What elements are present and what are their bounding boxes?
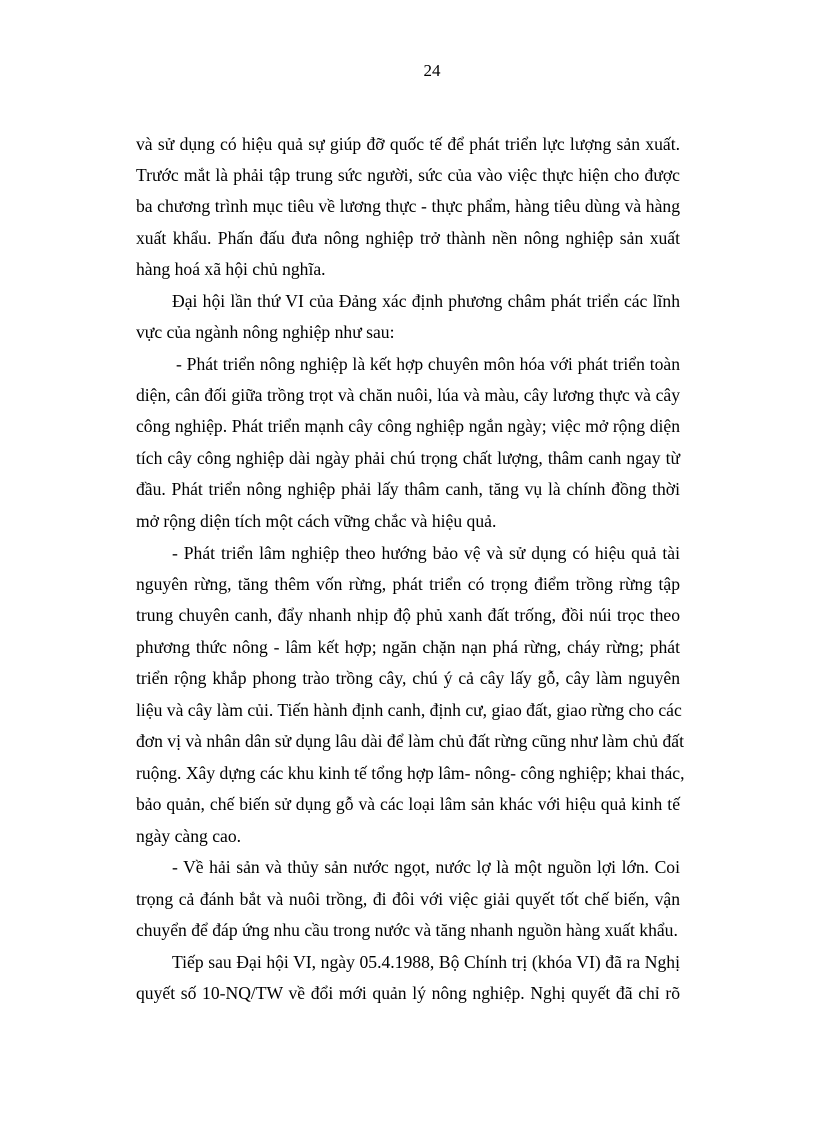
text-line: đầu. Phát triển nông nghiệp phải lấy thâm canh, tăng vụ là chính đồng thời [136,479,680,499]
text-line: - Phát triển lâm nghiệp theo hướng bảo vệ và sử dụng có hiệu quả tài [172,543,680,563]
text-line: đơn vị và nhân dân sử dụng lâu dài để làm chủ đất rừng cũng như làm chủ đất [136,731,685,751]
text-line: Trước mắt là phải tập trung sức người, sức của vào việc thực hiện cho được [136,165,680,185]
text-line: tích cây công nghiệp dài ngày phải chú trọng chất lượng, thâm canh ngay từ [136,448,680,468]
text-line: mở rộng diện tích một cách vững chắc và hiệu quả. [136,511,497,531]
text-line: phương thức nông - lâm kết hợp; ngăn chặn nạn phá rừng, cháy rừng; phát [136,637,680,657]
text-line: ba chương trình mục tiêu về lương thực - thực phẩm, hàng tiêu dùng và hàng [136,196,680,216]
text-line: ruộng. Xây dựng các khu kinh tế tổng hợp lâm- nông- công nghiệp; khai thác, [136,763,685,783]
text-line: vực của ngành nông nghiệp như sau: [136,322,395,342]
text-line: - Về hải sản và thủy sản nước ngọt, nước lợ là một nguồn lợi lớn. Coi [172,857,680,877]
text-line: và sử dụng có hiệu quả sự giúp đỡ quốc tế để phát triển lực lượng sản xuất. [136,134,680,154]
text-line: ngày càng cao. [136,826,242,846]
page-number: 24 [423,61,441,80]
text-line: Đại hội lần thứ VI của Đảng xác định phương châm phát triển các lĩnh [172,291,680,311]
text-line: diện, cân đối giữa trồng trọt và chăn nuôi, lúa và màu, cây lương thực và cây [136,385,680,405]
text-line: chuyển để đáp ứng nhu cầu trong nước và tăng nhanh nguồn hàng xuất khẩu. [136,920,678,940]
text-line: liệu và cây làm củi. Tiến hành định canh, định cư, giao đất, giao rừng cho các [136,700,682,720]
text-line: hàng hoá xã hội chủ nghĩa. [136,259,326,279]
text-line: công nghiệp. Phát triển mạnh cây công nghiệp ngắn ngày; việc mở rộng diện [136,416,680,436]
text-line: bảo quản, chế biến sử dụng gỗ và các loại lâm sản khác với hiệu quả kinh tế [136,794,680,814]
text-line: trung chuyên canh, đẩy nhanh nhịp độ phủ xanh đất trống, đồi núi trọc theo [136,605,680,625]
text-line: xuất khẩu. Phấn đấu đưa nông nghiệp trở thành nền nông nghiệp sản xuất [136,228,680,248]
text-line: nguyên rừng, tăng thêm vốn rừng, phát triển có trọng điểm trồng rừng tập [136,574,680,594]
text-line: - Phát triển nông nghiệp là kết hợp chuyên môn hóa với phát triển toàn [176,354,680,374]
text-line: triển rộng khắp phong trào trồng cây, chú ý cả cây lấy gỗ, cây làm nguyên [136,668,680,688]
text-line: Tiếp sau Đại hội VI, ngày 05.4.1988, Bộ Chính trị (khóa VI) đã ra Nghị [172,952,680,972]
text-line: trọng cả đánh bắt và nuôi trồng, đi đôi với việc giải quyết tốt chế biến, vận [136,889,680,909]
text-line: quyết số 10-NQ/TW về đổi mới quản lý nông nghiệp. Nghị quyết đã chỉ rõ [136,983,680,1003]
